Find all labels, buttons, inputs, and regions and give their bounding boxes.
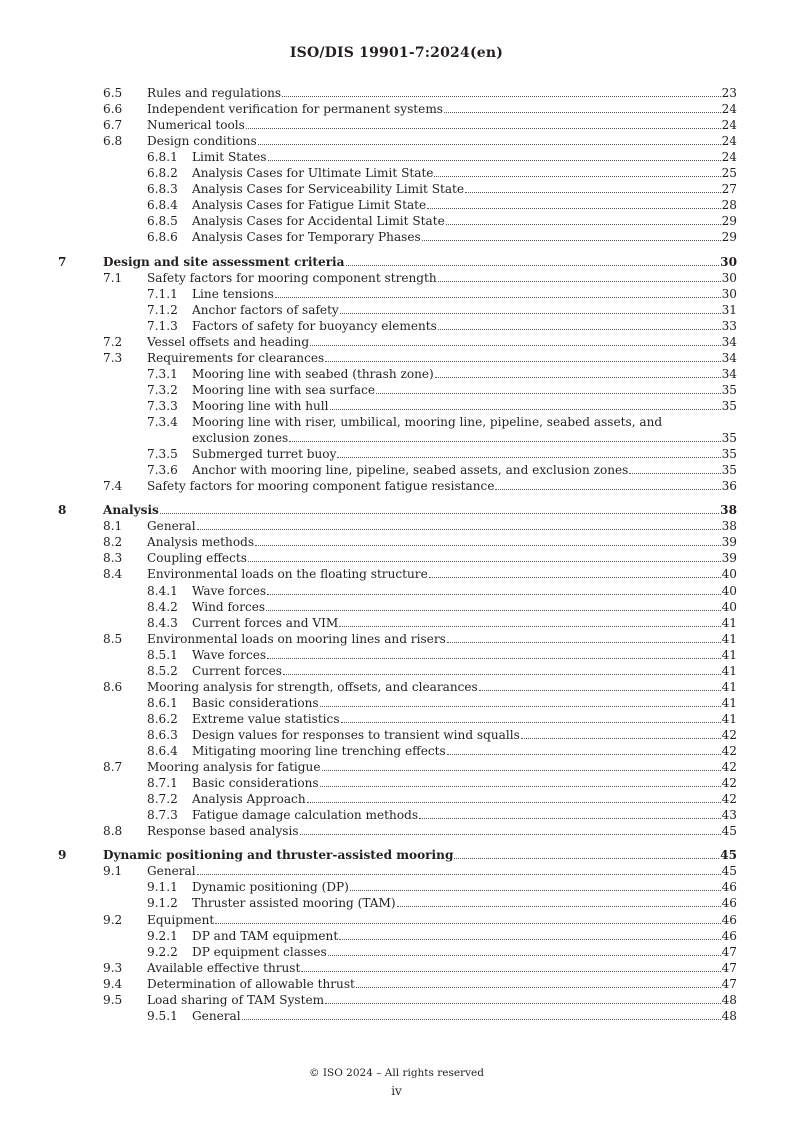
- toc-entry-title: Available effective thrust: [147, 960, 301, 975]
- toc-entry-page: 35: [721, 447, 737, 462]
- toc-entry-page: 42: [721, 792, 737, 807]
- toc-entry-page: 42: [721, 776, 737, 791]
- toc-entry[interactable]: [0, 743, 793, 759]
- toc-entry[interactable]: [0, 85, 793, 101]
- toc-entry-title: DP equipment classes: [192, 944, 327, 959]
- toc-entry-title: Extreme value statistics: [192, 711, 340, 726]
- toc-entry[interactable]: [0, 117, 793, 133]
- toc-entry-page: 39: [721, 535, 737, 550]
- dot-leader: [346, 254, 720, 266]
- toc-entry-page: 48: [721, 992, 737, 1007]
- toc-entry[interactable]: [0, 823, 793, 839]
- toc-entry[interactable]: [0, 863, 793, 879]
- toc-entry-number: 6.6: [103, 102, 123, 117]
- toc-entry-number: 8.6.1: [147, 695, 178, 710]
- toc-entry-page: 43: [721, 808, 737, 823]
- toc-entry-title: Mitigating mooring line trenching effects: [192, 744, 446, 758]
- toc-entry-page: 33: [721, 318, 737, 333]
- toc-entry-title: Safety factors for mooring component strength: [147, 270, 437, 285]
- copyright-notice: © ISO 2024 – All rights reserved: [309, 1067, 484, 1079]
- toc-entry-number: 8.4.2: [147, 599, 178, 614]
- toc-entry-title: Factors of safety for buoyancy elements: [192, 318, 437, 333]
- toc-entry[interactable]: [0, 165, 793, 181]
- toc-entry[interactable]: [0, 302, 793, 318]
- toc-entry-number: 7.3.2: [147, 382, 178, 397]
- dot-leader: [197, 863, 721, 875]
- toc-entry[interactable]: [0, 149, 793, 165]
- toc-entry-page: 46: [721, 896, 737, 911]
- toc-entry-number: 6.8.6: [147, 230, 178, 245]
- toc-entry[interactable]: [0, 711, 793, 727]
- toc-entry-number: 6.8: [103, 134, 123, 149]
- toc-entry[interactable]: [0, 599, 793, 615]
- dot-leader: [267, 583, 721, 595]
- toc-entry-page: 46: [721, 912, 737, 927]
- dot-leader: [322, 759, 721, 771]
- toc-entry-page: 30: [721, 286, 737, 301]
- toc-entry-page: 39: [721, 551, 737, 566]
- toc-entry[interactable]: [0, 334, 793, 350]
- toc-entry-title: Fatigue damage calculation methods: [192, 808, 419, 823]
- dot-leader: [320, 695, 721, 707]
- toc-entry-number: 7: [58, 254, 67, 269]
- toc-entry-number: 6.8.1: [147, 150, 178, 165]
- toc-entry[interactable]: [0, 847, 793, 863]
- toc-entry-title: Equipment: [147, 912, 215, 927]
- toc-entry-number: 8.6.4: [147, 744, 178, 758]
- toc-entry-number: 6.8.5: [147, 214, 178, 229]
- toc-entry-title: Coupling effects: [147, 551, 247, 566]
- toc-entry-page: 41: [721, 695, 737, 710]
- toc-entry[interactable]: [0, 414, 793, 430]
- toc-entry-page: 47: [721, 960, 737, 975]
- dot-leader: [341, 711, 721, 723]
- toc-entry-page: 40: [721, 567, 737, 582]
- toc-entry[interactable]: [0, 462, 793, 478]
- toc-entry-page: 41: [721, 711, 737, 726]
- toc-entry-page: 31: [721, 302, 737, 317]
- dot-leader: [521, 727, 721, 739]
- toc-entry[interactable]: [0, 382, 793, 398]
- toc-entry-title: Response based analysis: [147, 824, 299, 839]
- dot-leader: [438, 318, 721, 330]
- toc-entry-title: Mooring analysis for strength, offsets, and clearances: [147, 679, 478, 694]
- toc-entry[interactable]: [0, 807, 793, 823]
- dot-leader: [447, 743, 721, 755]
- toc-entry-page: 29: [721, 214, 737, 229]
- dot-leader: [465, 181, 721, 193]
- toc-entry-number: 9.2.2: [147, 944, 178, 959]
- toc-entry-title: Submerged turret buoy: [192, 447, 337, 462]
- dot-leader: [215, 912, 720, 924]
- dot-leader: [283, 663, 721, 675]
- toc-entry-page: 34: [721, 350, 737, 365]
- toc-entry[interactable]: [0, 213, 793, 229]
- toc-entry-number: 8: [58, 503, 67, 518]
- toc-entry-title: General: [147, 864, 196, 879]
- dot-leader: [275, 286, 721, 298]
- toc-entry-number: 9.1.1: [147, 880, 178, 895]
- toc-entry-number: 7.3.3: [147, 398, 178, 413]
- toc-entry[interactable]: [0, 534, 793, 550]
- toc-entry-number: 8.2: [103, 535, 123, 550]
- dot-leader: [629, 462, 720, 474]
- toc-entry[interactable]: [0, 318, 793, 334]
- toc-entry-number: 8.7.1: [147, 776, 178, 791]
- toc-entry-title-continuation: exclusion zones: [192, 431, 289, 446]
- toc-entry-number: 7.3.6: [147, 463, 178, 478]
- dot-leader: [434, 165, 720, 177]
- toc-entry-number: 7.3.1: [147, 366, 178, 381]
- dot-leader: [268, 149, 721, 161]
- toc-entry-number: 8.4.3: [147, 615, 178, 630]
- toc-entry-number: 9.2: [103, 912, 123, 927]
- toc-entry[interactable]: [0, 631, 793, 647]
- dot-leader: [300, 823, 721, 835]
- toc-entry-title: Wave forces: [192, 583, 267, 598]
- toc-entry-page: 47: [721, 944, 737, 959]
- toc-entry-page: 24: [721, 134, 737, 149]
- toc-entry-page: 42: [721, 744, 737, 758]
- toc-entry-page: 30: [720, 254, 737, 269]
- toc-entry-number: 8.4: [103, 567, 123, 582]
- toc-entry[interactable]: [0, 446, 793, 462]
- toc-entry-number: 9.1: [103, 864, 123, 879]
- toc-entry-page: 40: [721, 599, 737, 614]
- toc-entry-title: Design values for responses to transient wind squalls: [192, 727, 520, 742]
- toc-entry[interactable]: [0, 944, 793, 960]
- toc-entry-page: 35: [721, 463, 737, 478]
- toc-entry-number: 7.3.5: [147, 447, 178, 462]
- toc-entry-title: Basic considerations: [192, 695, 319, 710]
- toc-entry-page: 23: [721, 86, 737, 100]
- toc-entry-number: 8.8: [103, 824, 123, 839]
- toc-entry-page: 45: [720, 848, 737, 863]
- toc-entry[interactable]: [0, 912, 793, 928]
- toc-entry-title: Current forces and VIM: [192, 615, 339, 630]
- toc-entry-title: General: [192, 1008, 241, 1023]
- document-header: ISO/DIS 19901-7:2024(en): [289, 45, 504, 61]
- toc-entry-number: 7.3: [103, 350, 123, 365]
- toc-entry-number: 8.7.2: [147, 792, 178, 807]
- toc-entry-number: 6.7: [103, 118, 123, 133]
- toc-entry[interactable]: [0, 1008, 793, 1024]
- toc-entry[interactable]: [0, 270, 793, 286]
- toc-entry-title: Mooring line with seabed (thrash zone): [192, 366, 434, 381]
- dot-leader: [435, 366, 721, 378]
- toc-entry-title: Mooring line with riser, umbilical, mooring line, pipeline, seabed assets, and: [192, 415, 663, 429]
- toc-entry-number: 7.3.4: [147, 415, 178, 429]
- toc-entry[interactable]: [0, 181, 793, 197]
- toc-entry-number: 7.2: [103, 334, 123, 349]
- toc-entry-number: 6.5: [103, 86, 123, 100]
- toc-entry[interactable]: [0, 759, 793, 775]
- dot-leader: [330, 398, 721, 410]
- toc-entry-number: 8.6.3: [147, 727, 178, 742]
- toc-entry[interactable]: [0, 550, 793, 566]
- dot-leader: [350, 879, 721, 891]
- dot-leader: [495, 478, 720, 490]
- dot-leader: [444, 101, 721, 113]
- toc-entry-title: Dynamic positioning and thruster-assisted mooring: [103, 848, 454, 863]
- dot-leader: [310, 334, 721, 346]
- toc-entry-title: Anchor factors of safety: [192, 302, 339, 317]
- toc-entry-page: 30: [721, 270, 737, 285]
- dot-leader: [479, 679, 721, 691]
- toc-entry[interactable]: [0, 791, 793, 807]
- toc-entry-number: 8.4.1: [147, 583, 178, 598]
- toc-entry-page: 41: [721, 631, 737, 646]
- toc-entry[interactable]: [0, 286, 793, 302]
- dot-leader: [429, 566, 721, 578]
- dot-leader: [197, 518, 721, 530]
- dot-leader: [427, 197, 720, 209]
- toc-entry[interactable]: [0, 775, 793, 791]
- toc-entry-page: 42: [721, 727, 737, 742]
- toc-entry-title: Anchor with mooring line, pipeline, seabed assets, and exclusion zones: [192, 463, 629, 478]
- toc-entry-page: 40: [721, 583, 737, 598]
- toc-entry-number: 9.3: [103, 960, 123, 975]
- dot-leader: [376, 382, 721, 394]
- toc-entry-title: Thruster assisted mooring (TAM): [192, 896, 396, 911]
- toc-entry[interactable]: [0, 663, 793, 679]
- toc-entry[interactable]: [0, 566, 793, 582]
- toc-entry-number: 7.4: [103, 479, 123, 494]
- toc-entry-page: 41: [721, 615, 737, 630]
- toc-entry-page: 35: [721, 382, 737, 397]
- dot-leader: [301, 960, 720, 972]
- dot-leader: [282, 85, 721, 97]
- toc-entry-page: 35: [721, 398, 737, 413]
- toc-entry-title: Numerical tools: [147, 118, 245, 133]
- toc-entry-title: Wind forces: [192, 599, 266, 614]
- toc-entry-title: Determination of allowable thrust: [147, 976, 355, 991]
- toc-entry-number: 8.7.3: [147, 808, 178, 823]
- toc-entry-title: Mooring analysis for fatigue: [147, 760, 321, 775]
- page-number: iv: [391, 1084, 402, 1098]
- dot-leader: [340, 302, 721, 314]
- dot-leader: [325, 350, 720, 362]
- dot-leader: [160, 502, 719, 514]
- toc-entry-page: 35: [721, 431, 737, 446]
- toc-entry-title: Basic considerations: [192, 776, 319, 791]
- dot-leader: [446, 213, 721, 225]
- toc-entry-page: 46: [721, 880, 737, 895]
- toc-entry-page: 38: [721, 519, 737, 534]
- toc-entry-number: 7.1.1: [147, 286, 178, 301]
- toc-entry-page: 47: [721, 976, 737, 991]
- toc-entry-number: 8.5.1: [147, 647, 178, 662]
- dot-leader: [339, 615, 720, 627]
- toc-entry-page: 34: [721, 334, 737, 349]
- toc-entry-number: 8.6: [103, 679, 123, 694]
- toc-entry-title: Design conditions: [147, 134, 257, 149]
- toc-entry[interactable]: [0, 992, 793, 1008]
- toc-entry[interactable]: [0, 960, 793, 976]
- toc-entry-title: Analysis Cases for Temporary Phases: [192, 230, 421, 245]
- toc-entry-number: 7.1.3: [147, 318, 178, 333]
- dot-leader: [255, 534, 721, 546]
- dot-leader: [246, 117, 721, 129]
- dot-leader: [267, 647, 721, 659]
- toc-entry-page: 29: [721, 230, 737, 245]
- toc-entry-page: 41: [721, 679, 737, 694]
- toc-entry-page: 27: [721, 182, 737, 197]
- toc-entry-title: Current forces: [192, 663, 282, 678]
- toc-entry-page: 48: [721, 1008, 737, 1023]
- dot-leader: [258, 133, 721, 145]
- toc-entry-number: 9.1.2: [147, 896, 178, 911]
- toc-entry[interactable]: [0, 518, 793, 534]
- toc-entry[interactable]: [0, 229, 793, 245]
- toc-entry-number: 9: [58, 848, 67, 863]
- toc-entry-page: 28: [721, 198, 737, 213]
- toc-entry[interactable]: [0, 583, 793, 599]
- dot-leader: [320, 775, 721, 787]
- toc-entry-continuation[interactable]: [0, 430, 793, 446]
- toc-entry-number: 9.2.1: [147, 928, 178, 943]
- toc-entry-number: 8.6.2: [147, 711, 178, 726]
- dot-leader: [248, 550, 721, 562]
- toc-entry-title: DP and TAM equipment: [192, 928, 339, 943]
- toc-entry-title: Mooring line with sea surface: [192, 382, 376, 397]
- toc-entry-title: General: [147, 519, 196, 534]
- toc-entry-title: Mooring line with hull: [192, 398, 329, 413]
- toc-entry-number: 8.5.2: [147, 663, 178, 678]
- toc-entry-title: Environmental loads on mooring lines and risers: [147, 631, 446, 646]
- toc-entry-title: Design and site assessment criteria: [103, 254, 345, 269]
- dot-leader: [447, 631, 721, 643]
- toc-entry-number: 6.8.3: [147, 182, 178, 197]
- toc-entry-page: 45: [721, 864, 737, 879]
- dot-leader: [422, 229, 721, 241]
- dot-leader: [328, 944, 721, 956]
- toc-entry-page: 36: [721, 479, 737, 494]
- toc-entry-number: 8.5: [103, 631, 123, 646]
- dot-leader: [339, 928, 720, 940]
- toc-entry-number: 9.4: [103, 976, 123, 991]
- toc-entry[interactable]: [0, 101, 793, 117]
- toc-entry[interactable]: [0, 133, 793, 149]
- toc-entry[interactable]: [0, 254, 793, 270]
- toc-entry-number: 8.3: [103, 551, 123, 566]
- toc-entry-title: Requirements for clearances: [147, 350, 325, 365]
- dot-leader: [289, 430, 720, 442]
- toc-entry-number: 6.8.4: [147, 198, 178, 213]
- toc-entry-page: 38: [720, 503, 737, 518]
- toc-entry-page: 45: [721, 824, 737, 839]
- toc-entry-title: Analysis: [103, 503, 159, 518]
- toc-entry-number: 7.1.2: [147, 302, 178, 317]
- dot-leader: [266, 599, 720, 611]
- toc-entry-page: 34: [721, 366, 737, 381]
- toc-entry-title: Dynamic positioning (DP): [192, 880, 349, 895]
- dot-leader: [307, 791, 721, 803]
- toc-entry-title: Rules and regulations: [147, 86, 282, 100]
- toc-entry-title: Environmental loads on the floating structure: [147, 567, 428, 582]
- toc-entry[interactable]: [0, 679, 793, 695]
- toc-entry-title: Line tensions: [192, 286, 274, 301]
- toc-entry-page: 24: [721, 150, 737, 165]
- toc-entry[interactable]: [0, 615, 793, 631]
- toc-entry-number: 7.1: [103, 270, 123, 285]
- toc-entry-number: 9.5.1: [147, 1008, 178, 1023]
- toc-entry-page: 24: [721, 118, 737, 133]
- dot-leader: [242, 1008, 721, 1020]
- toc-entry[interactable]: [0, 350, 793, 366]
- dot-leader: [325, 992, 720, 1004]
- dot-leader: [337, 446, 720, 458]
- toc-entry-title: Analysis methods: [147, 535, 255, 550]
- toc-entry[interactable]: [0, 928, 793, 944]
- toc-entry[interactable]: [0, 695, 793, 711]
- toc-entry-title: Analysis Cases for Serviceability Limit State: [192, 182, 465, 197]
- toc-entry-number: 9.5: [103, 992, 123, 1007]
- toc-entry-title: Load sharing of TAM System: [147, 992, 325, 1007]
- toc-entry[interactable]: [0, 197, 793, 213]
- toc-entry[interactable]: [0, 366, 793, 382]
- toc-entry-title: Wave forces: [192, 647, 267, 662]
- toc-entry[interactable]: [0, 727, 793, 743]
- dot-leader: [356, 976, 721, 988]
- toc-entry-page: 41: [721, 647, 737, 662]
- toc-entry-number: 8.7: [103, 760, 123, 775]
- toc-entry-page: 25: [721, 166, 737, 181]
- toc-entry[interactable]: [0, 976, 793, 992]
- toc-entry-number: 6.8.2: [147, 166, 178, 181]
- toc-entry[interactable]: [0, 502, 793, 518]
- toc-entry[interactable]: [0, 478, 793, 494]
- dot-leader: [454, 847, 719, 859]
- dot-leader: [419, 807, 721, 819]
- toc-entry-title: Independent verification for permanent systems: [147, 102, 443, 117]
- toc-entry[interactable]: [0, 879, 793, 895]
- toc-entry-page: 41: [721, 663, 737, 678]
- toc-entry-title: Vessel offsets and heading: [147, 334, 310, 349]
- toc-entry[interactable]: [0, 895, 793, 911]
- toc-entry[interactable]: [0, 398, 793, 414]
- toc-entry-number: 8.1: [103, 519, 123, 534]
- toc-entry-title: Analysis Cases for Fatigue Limit State: [192, 198, 427, 213]
- toc-entry-page: 46: [721, 928, 737, 943]
- dot-leader: [438, 270, 721, 282]
- toc-entry-page: 24: [721, 102, 737, 117]
- toc-entry-title: Limit States: [192, 150, 267, 165]
- toc-entry-page: 42: [721, 760, 737, 775]
- toc-entry-title: Analysis Cases for Ultimate Limit State: [192, 166, 434, 181]
- toc-entry-title: Analysis Cases for Accidental Limit State: [192, 214, 445, 229]
- toc-entry[interactable]: [0, 647, 793, 663]
- toc-entry-title: Safety factors for mooring component fatigue resistance: [147, 479, 495, 494]
- toc-entry-title: Analysis Approach: [192, 792, 306, 807]
- dot-leader: [397, 895, 721, 907]
